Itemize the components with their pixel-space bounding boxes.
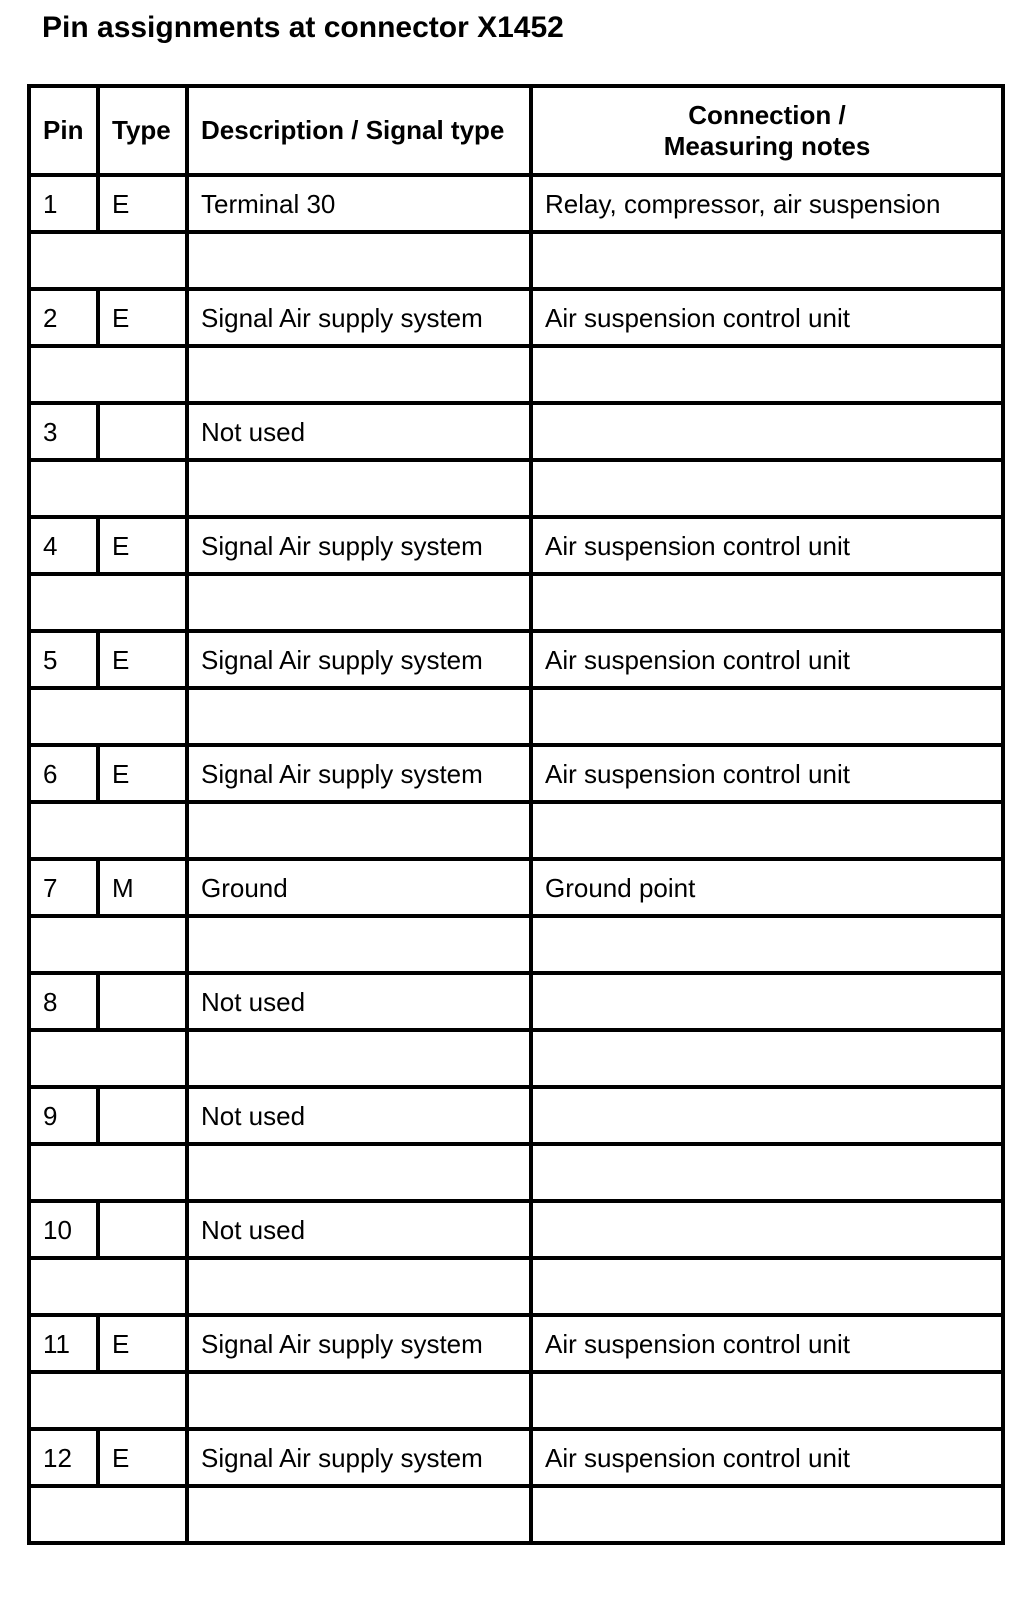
spacer-cell bbox=[187, 1258, 531, 1315]
cell-connection bbox=[531, 1201, 1003, 1258]
cell-description: Signal Air supply system bbox=[187, 1429, 531, 1486]
cell-description: Signal Air supply system bbox=[187, 745, 531, 802]
cell-pin: 4 bbox=[29, 517, 98, 574]
table-row bbox=[29, 859, 1003, 916]
cell-pin: 11 bbox=[29, 1315, 98, 1372]
cell-type: E bbox=[98, 517, 187, 574]
spacer-cell bbox=[531, 802, 1003, 859]
spacer-cell bbox=[187, 232, 531, 289]
spacer-cell bbox=[531, 232, 1003, 289]
table-row bbox=[29, 1429, 1003, 1486]
spacer-cell bbox=[187, 346, 531, 403]
column-header-connection bbox=[531, 86, 1003, 175]
spacer-cell bbox=[531, 346, 1003, 403]
spacer-cell bbox=[187, 916, 531, 973]
table-header-row bbox=[29, 86, 1003, 175]
cell-type: E bbox=[98, 175, 187, 232]
spacer-cell bbox=[187, 1372, 531, 1429]
cell-type: E bbox=[98, 631, 187, 688]
pin-assignment-table bbox=[27, 84, 1005, 1545]
spacer-cell bbox=[531, 1144, 1003, 1201]
spacer-cell bbox=[531, 1258, 1003, 1315]
cell-connection bbox=[531, 973, 1003, 1030]
table-spacer-row bbox=[29, 1372, 1003, 1429]
table-row bbox=[29, 403, 1003, 460]
table-spacer-row bbox=[29, 1258, 1003, 1315]
spacer-cell bbox=[29, 1486, 187, 1543]
table-body bbox=[29, 175, 1003, 1543]
cell-description: Not used bbox=[187, 973, 531, 1030]
cell-pin: 6 bbox=[29, 745, 98, 802]
cell-type: E bbox=[98, 745, 187, 802]
cell-pin: 10 bbox=[29, 1201, 98, 1258]
cell-connection: Air suspension control unit bbox=[531, 1315, 1003, 1372]
column-header-pin: Pin bbox=[29, 86, 98, 175]
cell-type bbox=[98, 403, 187, 460]
cell-type bbox=[98, 1087, 187, 1144]
spacer-cell bbox=[531, 916, 1003, 973]
cell-pin: 12 bbox=[29, 1429, 98, 1486]
cell-pin: 3 bbox=[29, 403, 98, 460]
table-row bbox=[29, 175, 1003, 232]
cell-description: Not used bbox=[187, 1087, 531, 1144]
cell-description: Signal Air supply system bbox=[187, 289, 531, 346]
table-row bbox=[29, 289, 1003, 346]
cell-type: E bbox=[98, 1429, 187, 1486]
spacer-cell bbox=[29, 232, 187, 289]
spacer-cell bbox=[531, 574, 1003, 631]
spacer-cell bbox=[29, 1372, 187, 1429]
table-spacer-row bbox=[29, 1144, 1003, 1201]
spacer-cell bbox=[531, 460, 1003, 517]
spacer-cell bbox=[531, 688, 1003, 745]
spacer-cell bbox=[29, 1144, 187, 1201]
column-header-type: Type bbox=[98, 86, 187, 175]
spacer-cell bbox=[187, 574, 531, 631]
table-row bbox=[29, 1315, 1003, 1372]
cell-pin: 9 bbox=[29, 1087, 98, 1144]
cell-connection: Air suspension control unit bbox=[531, 1429, 1003, 1486]
cell-pin: 8 bbox=[29, 973, 98, 1030]
spacer-cell bbox=[29, 688, 187, 745]
table-row bbox=[29, 517, 1003, 574]
cell-description: Not used bbox=[187, 403, 531, 460]
cell-connection: Relay, compressor, air suspension bbox=[531, 175, 1003, 232]
cell-description: Signal Air supply system bbox=[187, 631, 531, 688]
table-row bbox=[29, 745, 1003, 802]
table-spacer-row bbox=[29, 688, 1003, 745]
cell-connection bbox=[531, 403, 1003, 460]
cell-type bbox=[98, 1201, 187, 1258]
spacer-cell bbox=[29, 460, 187, 517]
spacer-cell bbox=[29, 1030, 187, 1087]
spacer-cell bbox=[187, 802, 531, 859]
cell-description: Signal Air supply system bbox=[187, 1315, 531, 1372]
table-spacer-row bbox=[29, 574, 1003, 631]
column-header-description: Description / Signal type bbox=[187, 86, 531, 175]
spacer-cell bbox=[29, 1258, 187, 1315]
spacer-cell bbox=[531, 1372, 1003, 1429]
cell-description: Ground bbox=[187, 859, 531, 916]
table-row bbox=[29, 1087, 1003, 1144]
cell-type bbox=[98, 973, 187, 1030]
table-row bbox=[29, 973, 1003, 1030]
cell-connection: Air suspension control unit bbox=[531, 745, 1003, 802]
spacer-cell bbox=[187, 688, 531, 745]
cell-connection bbox=[531, 1087, 1003, 1144]
spacer-cell bbox=[29, 802, 187, 859]
spacer-cell bbox=[531, 1030, 1003, 1087]
cell-pin: 1 bbox=[29, 175, 98, 232]
table-spacer-row bbox=[29, 916, 1003, 973]
table-row bbox=[29, 1201, 1003, 1258]
table-row bbox=[29, 631, 1003, 688]
table-spacer-row bbox=[29, 1486, 1003, 1543]
cell-connection: Air suspension control unit bbox=[531, 631, 1003, 688]
table-spacer-row bbox=[29, 460, 1003, 517]
table-spacer-row bbox=[29, 1030, 1003, 1087]
cell-description: Signal Air supply system bbox=[187, 517, 531, 574]
spacer-cell bbox=[187, 1486, 531, 1543]
column-header-connection-line2: Measuring notes bbox=[663, 130, 871, 161]
cell-pin: 5 bbox=[29, 631, 98, 688]
column-header-connection-line1: Connection / bbox=[688, 99, 846, 130]
spacer-cell bbox=[29, 916, 187, 973]
spacer-cell bbox=[187, 460, 531, 517]
cell-connection: Air suspension control unit bbox=[531, 517, 1003, 574]
spacer-cell bbox=[531, 1486, 1003, 1543]
spacer-cell bbox=[187, 1144, 531, 1201]
spacer-cell bbox=[29, 346, 187, 403]
table-spacer-row bbox=[29, 346, 1003, 403]
cell-connection: Air suspension control unit bbox=[531, 289, 1003, 346]
cell-description: Not used bbox=[187, 1201, 531, 1258]
cell-type: M bbox=[98, 859, 187, 916]
spacer-cell bbox=[29, 574, 187, 631]
cell-type: E bbox=[98, 1315, 187, 1372]
cell-connection: Ground point bbox=[531, 859, 1003, 916]
document-title: Pin assignments at connector X1452 bbox=[42, 11, 564, 44]
cell-pin: 2 bbox=[29, 289, 98, 346]
table-spacer-row bbox=[29, 802, 1003, 859]
cell-pin: 7 bbox=[29, 859, 98, 916]
spacer-cell bbox=[187, 1030, 531, 1087]
cell-description: Terminal 30 bbox=[187, 175, 531, 232]
cell-type: E bbox=[98, 289, 187, 346]
table-spacer-row bbox=[29, 232, 1003, 289]
